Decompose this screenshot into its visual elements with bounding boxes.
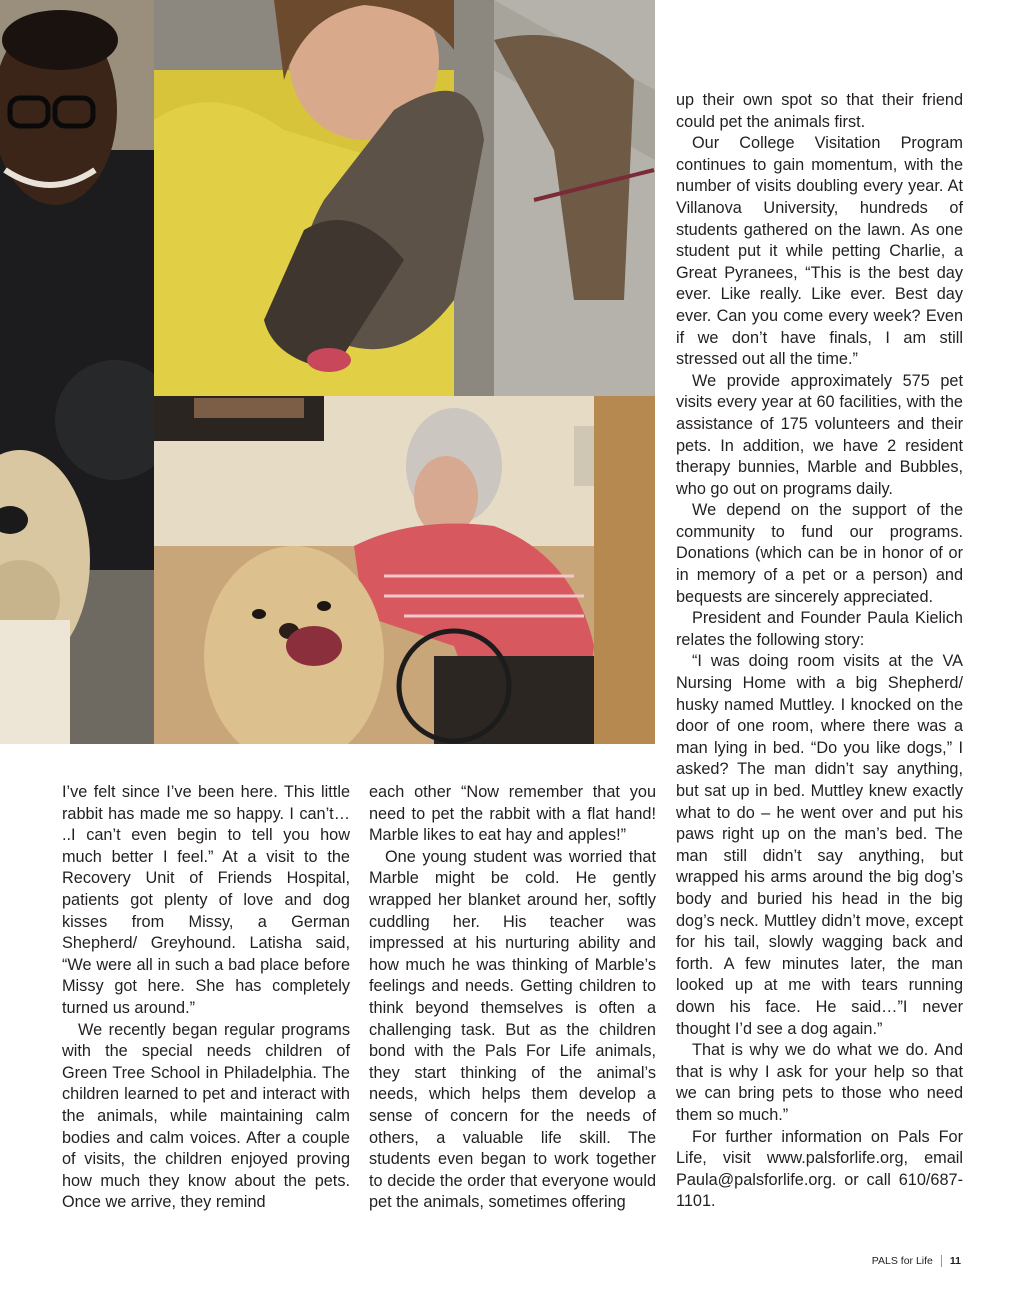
column2-paragraph-2: One young student was worried that Marble might be cold. He gently wrapped her blanket around her, softly cuddling her. His teacher was impressed at his nurturing ability and how much he was thinking of Marble’s feelings and needs. Getting children to think beyond themselves is often a challenging task. But as the children bond with the Pals For Life animals, they start thinking of the animal’s needs, which helps them develop a sense of concern for the needs of others, a valuable life skill. The students even began to work together to decide the order that everyone would pet the animals, sometimes offering: [369, 847, 656, 1212]
column2-paragraph-1: each other “Now remember that you need to pet the rabbit with a flat hand! Marble likes to eat hay and apples!”: [369, 783, 656, 845]
column1-paragraph-1: I’ve felt since I’ve been here. This little rabbit has made me so happy. I can’t… ..I can’t even begin to tell you how much better I feel.” At a visit to the Recovery Unit of Friends Hospital, patients got plenty of love and dog kisses from Missy, a German Shepherd/ Greyhound. Latisha said, “We were all in such a bad place before Missy got here. She has completely turned us around.”: [62, 783, 350, 1017]
publication-name: PALS for Life: [871, 1255, 933, 1267]
footer-divider: [941, 1255, 942, 1267]
column3-paragraph-3: We provide approximately 575 pet visits every year at 60 facilities, with the assistance of 175 volunteers and their pets. In addition, we have 2 resident therapy bunnies, Marble and Bubbles, who go out on programs daily.: [676, 371, 963, 498]
column3-paragraph-4: We depend on the support of the community to fund our programs. Donations (which can be in honor of or in memory of a pet or a person) and bequests are sincerely appreciated.: [676, 501, 963, 606]
photo-woman-petting-dog: [154, 396, 655, 744]
column3-paragraph-6: “I was doing room visits at the VA Nursing Home with a big Shepherd/ husky named Muttley. I knocked on the door of one room, where there was a man lying in bed. “Do you like dogs,” I asked? The man didn’t say anything, but sat up in bed. Muttley knew exactly what to do – he went over and put his paws right up on the man’s bed. The man still didn’t say anything, but wrapped his arms around the big dog’s body and buried his head in the big dog’s neck. Muttley didn’t move, except for his tail, slowly wagging back and forth. A few minutes later, the man looked up at me with tears running down his face. He said…”I never thought I’d see a dog again.”: [676, 652, 963, 1038]
column1-paragraph-2: We recently began regular programs with the special needs children of Green Tree School in Philadelphia. The children learned to pet and interact with the animals, while maintaining calm bodies and calm voices. After a couple of visits, the children enjoyed proving how much they know about the pets. Once we arrive, they remind: [62, 1020, 350, 1212]
column3-paragraph-7: That is why we do what we do. And that is why I ask for your help so that we can bring pets to those who need them so much.”: [676, 1041, 963, 1124]
column3-paragraph-2: Our College Visitation Program continues to gain momentum, with the number of visits doubling every year. At Villanova University, hundreds of students gathered on the lawn. As one student put it while petting Charlie, a Great Pyranees, “This is the best day ever. Like really. Like ever. Best day ever. Can you come every week? Even if we don’t have finals, I am still stressed out all the time.”: [676, 134, 963, 369]
article-column-3: [676, 90, 963, 1213]
photo-girl-hugging-greyhound: [154, 0, 655, 396]
column3-paragraph-5: President and Founder Paula Kielich relates the following story:: [676, 609, 963, 649]
page-number: 11: [949, 1255, 961, 1267]
column3-paragraph-1: up their own spot so that their friend could pet the animals first.: [676, 91, 963, 131]
article-column-2: [369, 782, 656, 1214]
article-column-1: [62, 782, 350, 1214]
photo-man-with-dog: [0, 0, 154, 744]
column3-paragraph-8: For further information on Pals For Life, visit www.palsforlife.org, email Paula@palsforlife.org. or call 610/687-1101.: [676, 1127, 963, 1211]
page-footer: [872, 1255, 961, 1267]
